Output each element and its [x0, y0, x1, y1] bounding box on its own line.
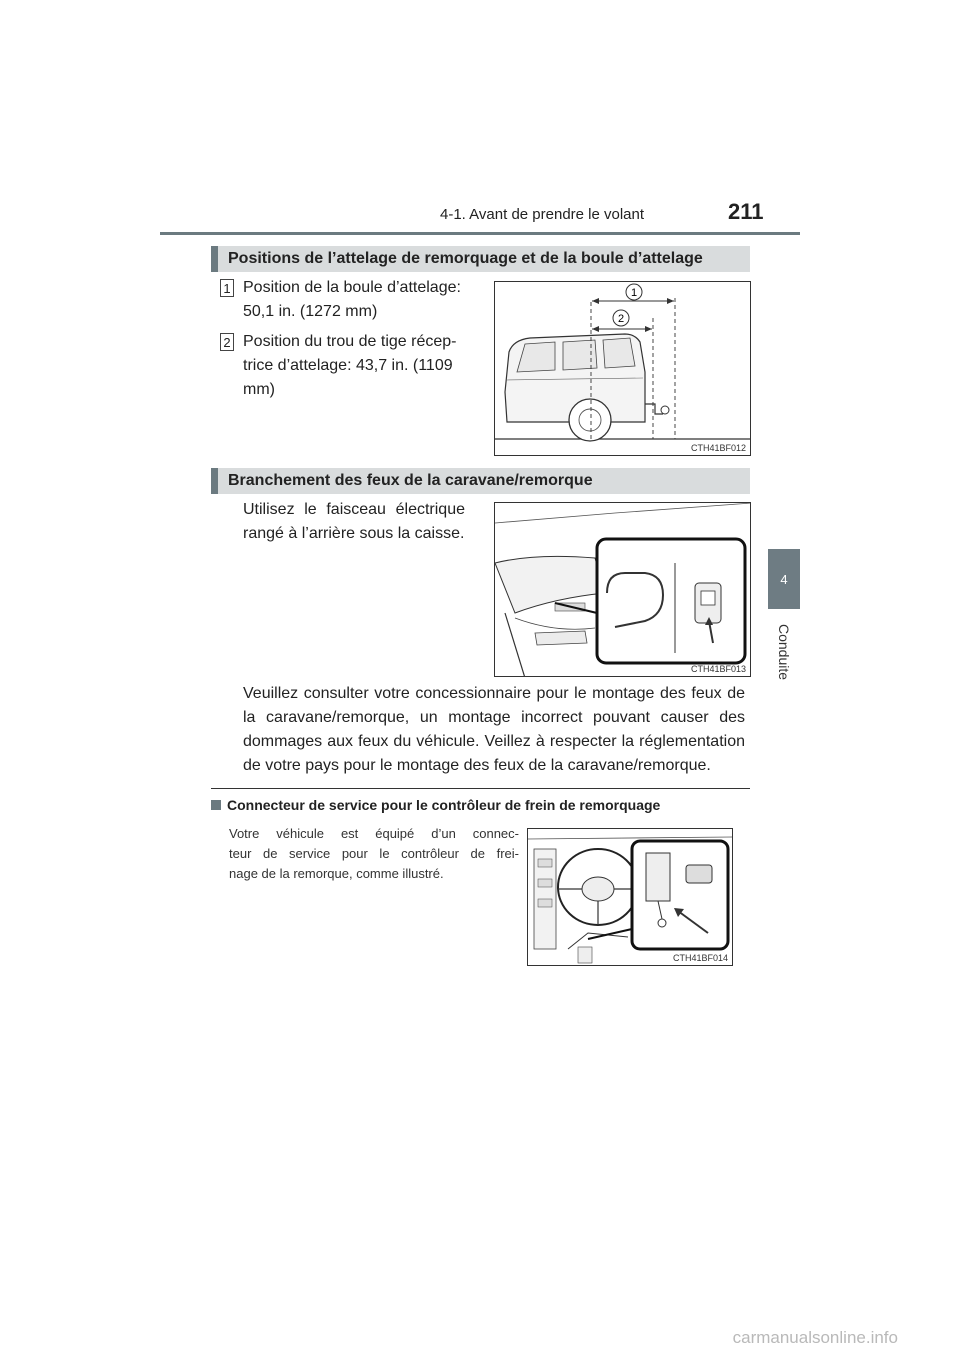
item-2-text: Position du trou de tige récep- trice d’attelage: 43,7 in. (1109 mm) [243, 333, 457, 398]
square-bullet-icon [211, 800, 221, 810]
callout-2-label: 2 [617, 313, 625, 325]
section2-body: Veuillez consulter votre concessionnaire pour le montage des feux de la caravane/remorque, un montage incorrect pouvant causer des dommages aux feux du véhicule. Veillez à respecter la réglementation de votre pays pour le montage des feux de la caravane/remorque. [243, 685, 745, 774]
section2-intro: Utilisez le faisceau électrique rangé à l’arrière sous la caisse. [243, 501, 465, 542]
callout-1-label: 1 [630, 287, 638, 299]
suv-rear-illustration [495, 282, 751, 456]
figure-hitch-positions [494, 281, 751, 456]
section-heading-trailer-lights [211, 468, 750, 494]
chapter-tab [768, 549, 800, 609]
chapter-tab-label [768, 612, 800, 692]
figure-code: CTH41BF014 [672, 953, 728, 963]
figure-code: CTH41BF013 [690, 664, 746, 674]
watermark: carmanualsonline.info [732, 1328, 898, 1347]
figure-code: CTH41BF012 [690, 443, 746, 453]
item-marker-2: 2 [220, 333, 234, 351]
header-rule [160, 232, 800, 235]
page-number: 211 [728, 199, 764, 224]
section-heading-text: Positions de l’attelage de remorquage et de la boule d’attelage [228, 250, 703, 267]
chapter-tab-label-text: Conduite [776, 623, 793, 681]
figure-service-connector [527, 828, 733, 966]
chapter-tab-number: 4 [780, 571, 788, 587]
item-marker-1: 1 [220, 279, 234, 297]
section-divider [211, 788, 750, 789]
subsection-text: Votre véhicule est équipé d’un connec- teur de service pour le contrôleur de frei- nage de la remorque, comme illustré. [229, 826, 519, 881]
chapter-title: 4-1. Avant de prendre le volant [440, 206, 645, 223]
section-heading-text: Branchement des feux de la caravane/remorque [228, 472, 593, 489]
section-heading-hitch-positions [211, 246, 750, 272]
subsection-heading: Connecteur de service pour le contrôleur de frein de remorquage [211, 797, 660, 813]
item-1-text: Position de la boule d’attelage: 50,1 in. (1272 mm) [243, 279, 461, 320]
figure-wiring-harness [494, 502, 751, 677]
rear-underbody-illustration [495, 503, 751, 677]
dashboard-illustration [528, 829, 733, 966]
